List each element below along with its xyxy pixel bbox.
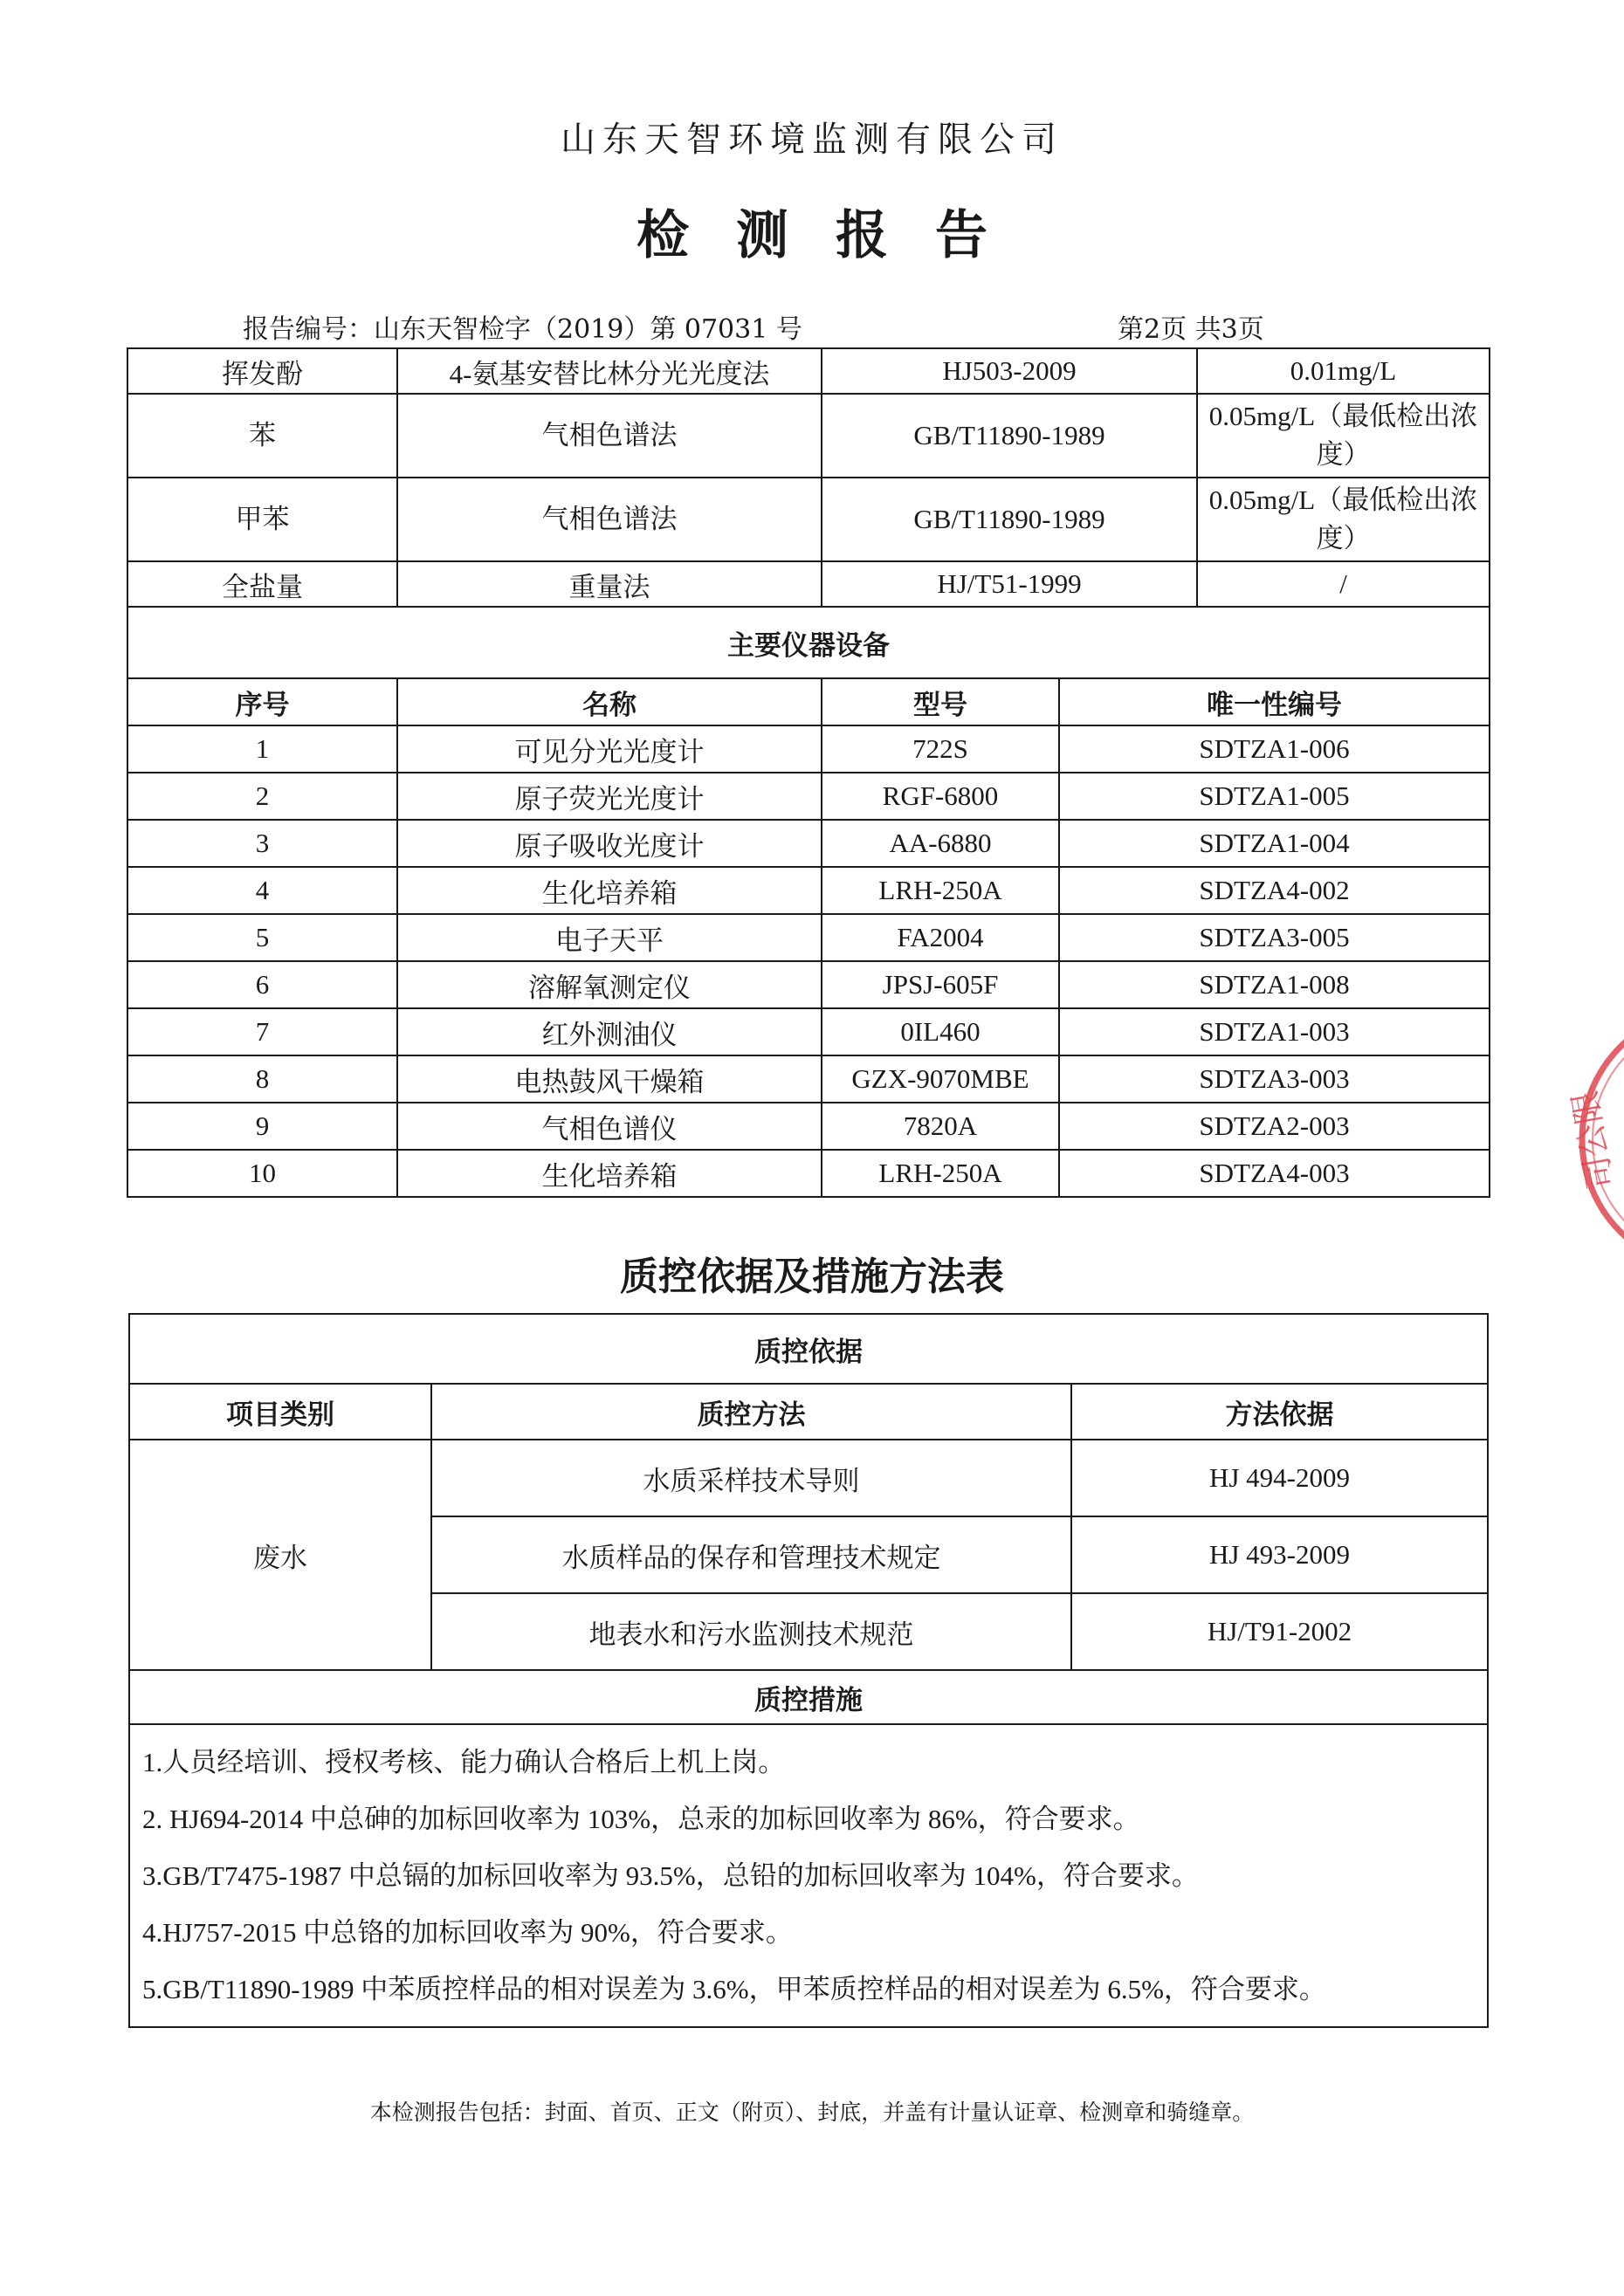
method-name: 气相色谱法 [397,478,822,561]
method-standard: GB/T11890-1989 [822,394,1197,478]
instrument-model: GZX-9070MBE [822,1055,1059,1103]
column-header-qc-method: 质控方法 [431,1384,1071,1440]
report-number: 报告编号：山东天智检字（2019）第 07031 号 [243,314,802,345]
instrument-name: 电热鼓风干燥箱 [397,1055,822,1103]
instrument-model: LRH-250A [822,1150,1059,1197]
qc-basis-title: 质控依据 [129,1314,1488,1384]
instrument-index: 8 [127,1055,397,1103]
method-item: 挥发酚 [127,348,397,394]
qc-measure-item: 2. HJ694-2014 中总砷的加标回收率为 103%，总汞的加标回收率为 86%，符合要求。 [142,1804,1140,1834]
instrument-model: RGF-6800 [822,773,1059,820]
qc-method: 水质样品的保存和管理技术规定 [431,1516,1071,1593]
instrument-model: 722S [822,725,1059,773]
footer-note: 本检测报告包括：封面、首页、正文（附页）、封底，并盖有计量认证章、检测章和骑缝章。 [369,2100,1255,2125]
methods-instruments-table [127,347,1490,1198]
instrument-model: LRH-250A [822,867,1059,914]
method-item: 全盐量 [127,561,397,607]
column-header-name: 名称 [397,678,822,725]
instrument-id: SDTZA1-003 [1059,1008,1490,1055]
qc-basis-title-row [129,1314,1488,1384]
column-header-basis: 方法依据 [1071,1384,1488,1440]
method-row [127,394,1490,478]
instrument-model: 7820A [822,1103,1059,1150]
instrument-name: 电子天平 [397,914,822,961]
instrument-id: SDTZA1-005 [1059,773,1490,820]
company-seal-stamp [1530,1013,1624,1266]
company-name: 山东天智环境监测有限公司 [561,120,1063,160]
qc-table [128,1313,1489,2028]
instrument-index: 1 [127,725,397,773]
instrument-name: 原子吸收光度计 [397,820,822,867]
qc-basis: HJ/T91-2002 [1071,1593,1488,1670]
instrument-row [127,1103,1490,1150]
instrument-model: AA-6880 [822,820,1059,867]
instrument-index: 2 [127,773,397,820]
document-title: 检测报告 [637,205,1035,266]
instrument-name: 生化培养箱 [397,1150,822,1197]
instrument-row [127,773,1490,820]
instrument-model: JPSJ-605F [822,961,1059,1008]
qc-measures-list [129,1724,1488,2027]
instrument-id: SDTZA1-004 [1059,820,1490,867]
column-header-id: 唯一性编号 [1059,678,1490,725]
method-item: 甲苯 [127,478,397,561]
qc-section-title: 质控依据及措施方法表 [620,1255,1004,1299]
instrument-name: 原子荧光光度计 [397,773,822,820]
instruments-title-row [127,607,1490,678]
method-standard: GB/T11890-1989 [822,478,1197,561]
instrument-row [127,820,1490,867]
stamp-text: 司公限 [1565,1088,1621,1193]
qc-row [129,1440,1488,1516]
method-row [127,348,1490,394]
qc-measure-item: 4.HJ757-2015 中总铬的加标回收率为 90%，符合要求。 [142,1917,793,1948]
qc-measure-item: 1.人员经培训、授权考核、能力确认合格后上机上岗。 [142,1747,786,1777]
column-header-category: 项目类别 [129,1384,431,1440]
instrument-name: 溶解氧测定仪 [397,961,822,1008]
method-item: 苯 [127,394,397,478]
method-limit: 0.05mg/L（最低检出浓度） [1197,478,1490,561]
instrument-id: SDTZA2-003 [1059,1103,1490,1150]
instrument-index: 6 [127,961,397,1008]
instrument-id: SDTZA1-008 [1059,961,1490,1008]
qc-basis: HJ 494-2009 [1071,1440,1488,1516]
instrument-row [127,914,1490,961]
instruments-header-row [127,678,1490,725]
qc-method: 地表水和污水监测技术规范 [431,1593,1071,1670]
qc-measures-title-row [129,1670,1488,1724]
method-limit: 0.01mg/L [1197,348,1490,394]
method-row [127,561,1490,607]
page-info: 第2页 共3页 [1118,314,1264,345]
method-standard: HJ503-2009 [822,348,1197,394]
instrument-id: SDTZA1-006 [1059,725,1490,773]
instruments-title: 主要仪器设备 [127,607,1490,678]
instrument-index: 9 [127,1103,397,1150]
instrument-id: SDTZA3-005 [1059,914,1490,961]
instrument-index: 7 [127,1008,397,1055]
instrument-id: SDTZA4-003 [1059,1150,1490,1197]
qc-basis: HJ 493-2009 [1071,1516,1488,1593]
method-standard: HJ/T51-1999 [822,561,1197,607]
qc-measures-row [129,1724,1488,2027]
instrument-model: FA2004 [822,914,1059,961]
method-name: 气相色谱法 [397,394,822,478]
method-name: 4-氨基安替比林分光光度法 [397,348,822,394]
instrument-index: 4 [127,867,397,914]
instrument-row [127,725,1490,773]
instrument-row [127,867,1490,914]
method-limit: / [1197,561,1490,607]
instrument-row [127,961,1490,1008]
qc-measure-item: 5.GB/T11890-1989 中苯质控样品的相对误差为 3.6%，甲苯质控样品的相对误差为 6.5%，符合要求。 [142,1974,1326,2004]
instrument-row [127,1055,1490,1103]
column-header-model: 型号 [822,678,1059,725]
method-row [127,478,1490,561]
instrument-id: SDTZA4-002 [1059,867,1490,914]
qc-method: 水质采样技术导则 [431,1440,1071,1516]
instrument-index: 10 [127,1150,397,1197]
instrument-model: 0IL460 [822,1008,1059,1055]
column-header-index: 序号 [127,678,397,725]
instrument-name: 红外测油仪 [397,1008,822,1055]
qc-category: 废水 [129,1440,431,1670]
instrument-name: 气相色谱仪 [397,1103,822,1150]
instrument-name: 生化培养箱 [397,867,822,914]
method-name: 重量法 [397,561,822,607]
instrument-index: 3 [127,820,397,867]
instrument-name: 可见分光光度计 [397,725,822,773]
qc-measures-title: 质控措施 [129,1670,1488,1724]
instrument-id: SDTZA3-003 [1059,1055,1490,1103]
method-limit: 0.05mg/L（最低检出浓度） [1197,394,1490,478]
instrument-row [127,1008,1490,1055]
qc-measure-item: 3.GB/T7475-1987 中总镉的加标回收率为 93.5%，总铅的加标回收率为 104%，符合要求。 [142,1860,1199,1891]
qc-header-row [129,1384,1488,1440]
instrument-index: 5 [127,914,397,961]
instrument-row [127,1150,1490,1197]
